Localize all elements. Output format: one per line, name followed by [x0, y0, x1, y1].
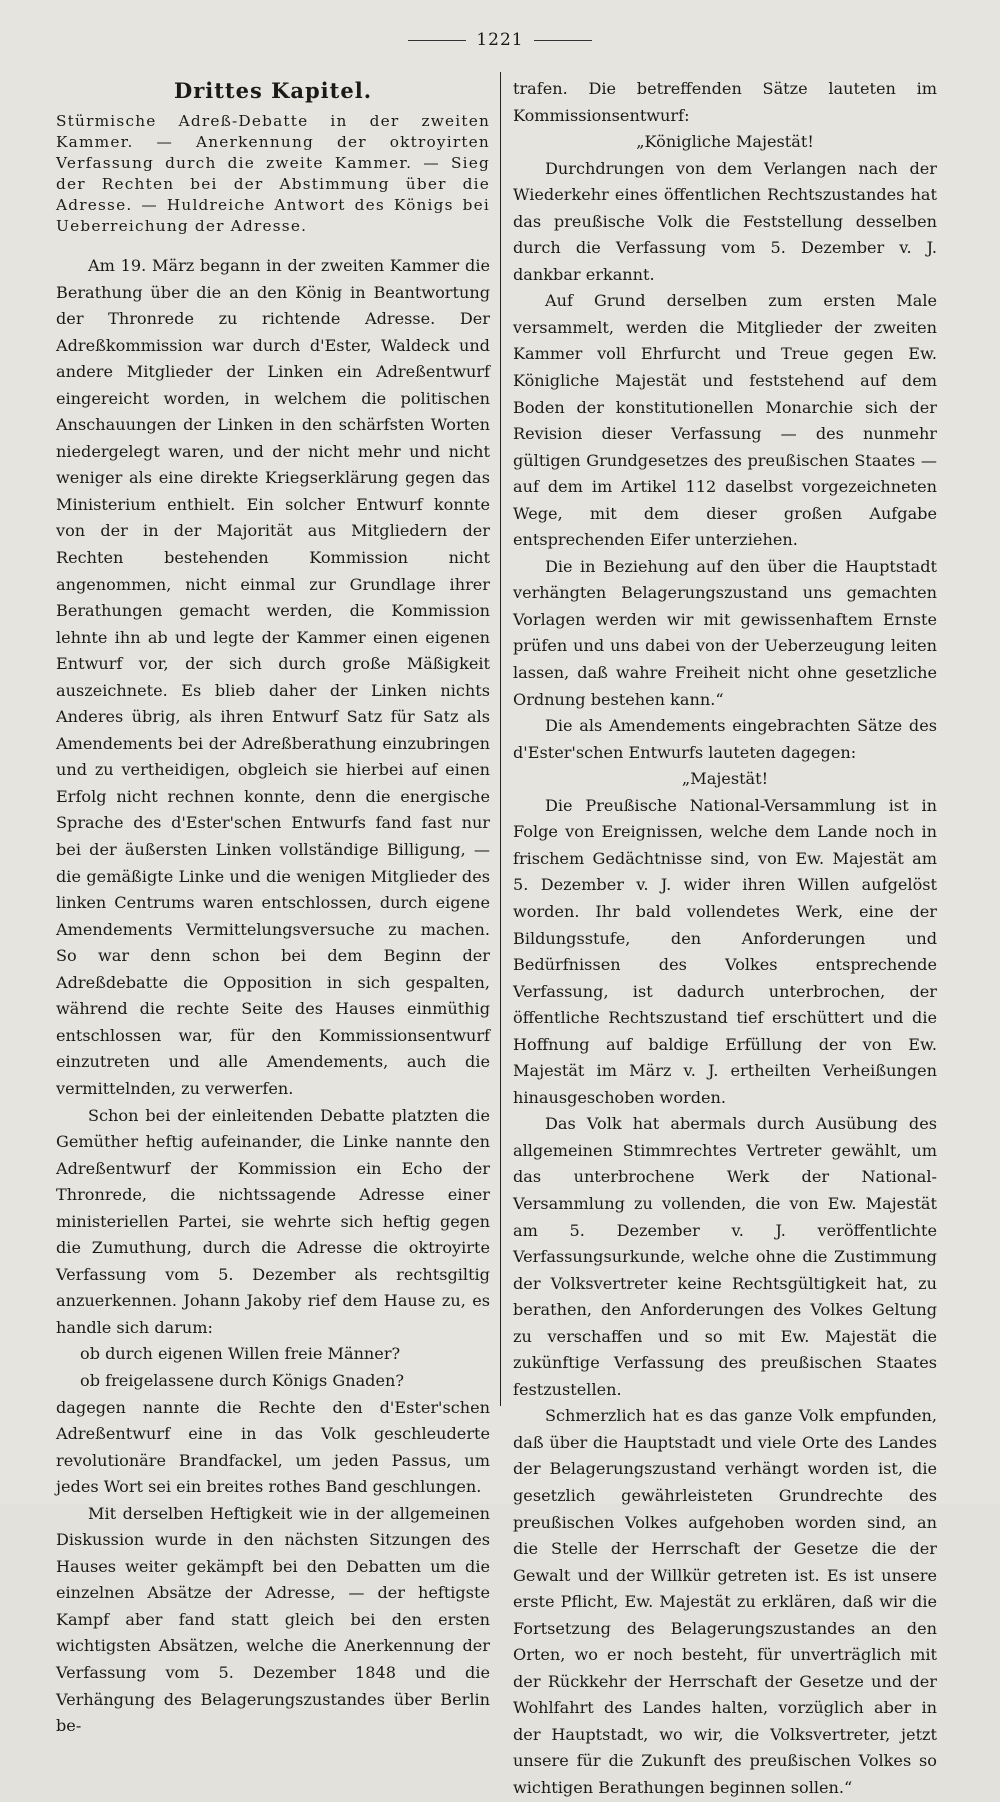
left-column [56, 76, 490, 1740]
quote-line: ob freigelassene durch Königs Gnaden? [80, 1370, 405, 1390]
page-number: 1221 [476, 30, 524, 50]
header-rule-right [534, 40, 592, 41]
header-rule-left [408, 40, 466, 41]
paragraph: Schon bei der einleitenden Debatte platzten die Gemüther heftig aufeinander, die Linke nannte den Adreßentwurf der Kommission ein Echo der Thronrede, die nichtssagende Adresse einer ministeriellen Partei, sie wehrte sich heftig gegen die Zumuthung, durch die Adresse die oktroyirte Verfassung vom 5. Dezember als rechtsgiltig anzuerkennen. Johann Jakoby rief dem Hause zu, es handle sich darum: [56, 1105, 490, 1337]
paragraph: Schmerzlich hat es das ganze Volk empfunden, daß über die Hauptstadt und viele Orte des Landes der Belagerungszustand verhängt worden ist, die gesetzlich gewährleisteten Grundrechte des preußischen Volkes aufgehoben worden sind, an die Stelle der Herrschaft der Gesetze die der Gewalt und der Willkür getreten ist. Es ist unsere erste Pflicht, Ew. Majestät zu erklären, daß wir die Fortsetzung des Belagerungszustandes an den Orten, wo er noch besteht, für unverträglich mit der Rückkehr der Herrschaft der Gesetze und der Wohlfahrt des Landes halten, vorzüglich aber in der Hauptstadt, wo wir, die Volksvertreter, jetzt unsere für die Zukunft des preußischen Volkes so wichtigen Berathungen beginnen sollen.“ [513, 1406, 937, 1797]
salutation: „Majestät! [681, 769, 769, 789]
quote-line: ob durch eigenen Willen freie Männer? [80, 1344, 401, 1364]
paragraph: Die in Beziehung auf den über die Hauptstadt verhängten Belagerungszustand uns gemachten Vorlagen werden wir mit gewissenhaftem Ernste prüfen und uns dabei von der Ueberzeugung leiten lassen, daß wahre Freiheit nicht ohne gesetzliche Ordnung bestehen kann.“ [513, 556, 937, 709]
paragraph: Die Preußische National-Versammlung ist in Folge von Ereignissen, welche dem Lande noch in frischem Gedächtnisse sind, von Ew. Majestät am 5. Dezember v. J. wider ihren Willen aufgelöst worden. Ihr bald vollendetes Werk, eine der Bildungsstufe, den Anforderungen und Bedürfnissen des Volkes entsprechende Verfassung, ist dadurch unterbrochen, der öffentliche Rechtszustand tief erschüttert und die Hoffnung auf baldige Erfüllung der von Ew. Majestät im März v. J. ertheilten Verheißungen hinausgeschoben worden. [513, 795, 937, 1107]
paragraph: trafen. Die betreffenden Sätze lauteten im Kommissionsentwurf: [513, 79, 937, 125]
page-header [0, 30, 1000, 50]
paragraph: Das Volk hat abermals durch Ausübung des allgemeinen Stimmrechtes Vertreter gewählt, um das unterbrochene Werk der National-Versammlung zu vollenden, die von Ew. Majestät am 5. Dezember v. J. veröffentlichte Verfassungsurkunde, welche ohne die Zustimmung der Volksvertreter keine Rechtsgültigkeit hat, zu berathen, den Anforderungen des Volkes Geltung zu verschaffen und so mit Ew. Majestät die zukünftige Verfassung des preußischen Staates festzustellen. [513, 1114, 937, 1399]
paragraph: Die als Amendements eingebrachten Sätze des d'Ester'schen Entwurfs lauteten dagegen: [513, 716, 937, 762]
column-divider [500, 72, 501, 1406]
chapter-summary: Stürmische Adreß-Debatte in der zweiten Kammer. — Anerkennung der oktroyirten Verfassung durch die zweite Kammer. — Sieg der Rechten bei der Abstimmung über die Adresse. — Huldreiche Antwort des Königs bei Ueberreichung der Adresse. [56, 112, 490, 235]
salutation: „Königliche Majestät! [636, 132, 814, 152]
paragraph: Auf Grund derselben zum ersten Male versammelt, werden die Mitglieder der zweiten Kammer voll Ehrfurcht und Treue gegen Ew. Königliche Majestät und feststehend auf dem Boden der konstitutionellen Monarchie sich der Revision dieser Verfassung — des nunmehr gültigen Grundgesetzes des preußischen Staates — auf dem im Artikel 112 daselbst vorgezeichneten Wege, mit dem dieser großen Aufgabe entsprechenden Eifer unterziehen. [513, 291, 937, 550]
paragraph: Am 19. März begann in der zweiten Kammer die Berathung über die an den König in Beantwortung der Thronrede zu richtende Adresse. Der Adreßkommission war durch d'Ester, Waldeck und andere Mitglieder der Linken ein Adreßentwurf eingereicht worden, in welchem die politischen Anschauungen der Linken in den schärfsten Worten niedergelegt waren, und der nicht mehr und nicht weniger als eine direkte Kriegserklärung gegen das Ministerium enthielt. Ein solcher Entwurf konnte von der in der Majorität aus Mitgliedern der Rechten bestehenden Kommission nicht angenommen, nicht einmal zur Grundlage ihrer Berathungen gemacht werden, die Kommission lehnte ihn ab und legte der Kammer einen eigenen Entwurf vor, der sich durch große Mäßigkeit auszeichnete. Es blieb daher der Linken nichts Anderes übrig, als ihren Entwurf Satz für Satz als Amendements bei der Adreßberathung einzubringen und zu vertheidigen, obgleich sie hierbei auf einen Erfolg nicht rechnen konnte, denn die energische Sprache des d'Ester'schen Entwurfs fand fast nur bei der äußersten Linken vollständige Billigung, — die gemäßigte Linke und die wenigen Mitglieder des linken Centrums waren entschlossen, durch eigene Amendements Vermittelungsversuche zu machen. So war denn schon bei dem Beginn der Adreßdebatte die Opposition in sich gespalten, während die rechte Seite des Hauses einmüthig entschlossen war, für den Kommissionsentwurf einzutreten und alle Amendements, auch die vermittelnden, zu verwerfen. [56, 256, 490, 1098]
paragraph: dagegen nannte die Rechte den d'Ester'schen Adreßentwurf eine in das Volk geschleuderte revolutionäre Brandfackel, um jeden Passus, um jedes Wort sei ein breites rothes Band geschlungen. [56, 1397, 490, 1497]
paragraph: Durchdrungen von dem Verlangen nach der Wiederkehr eines öffentlichen Rechtszustandes hat das preußische Volk die Feststellung desselben durch die Verfassung vom 5. Dezember v. J. dankbar erkannt. [513, 158, 937, 284]
chapter-title: Drittes Kapitel. [173, 78, 373, 103]
paragraph: Mit derselben Heftigkeit wie in der allgemeinen Diskussion wurde in den nächsten Sitzungen des Hauses weiter gekämpft bei den Debatten um die einzelnen Absätze der Adresse, — der heftigste Kampf aber fand statt gleich bei den ersten wichtigsten Absätzen, welche die Anerkennung der Verfassung vom 5. Dezember 1848 und die Verhängung des Belagerungszustandes über Berlin be- [56, 1503, 490, 1736]
right-column [513, 76, 937, 1802]
